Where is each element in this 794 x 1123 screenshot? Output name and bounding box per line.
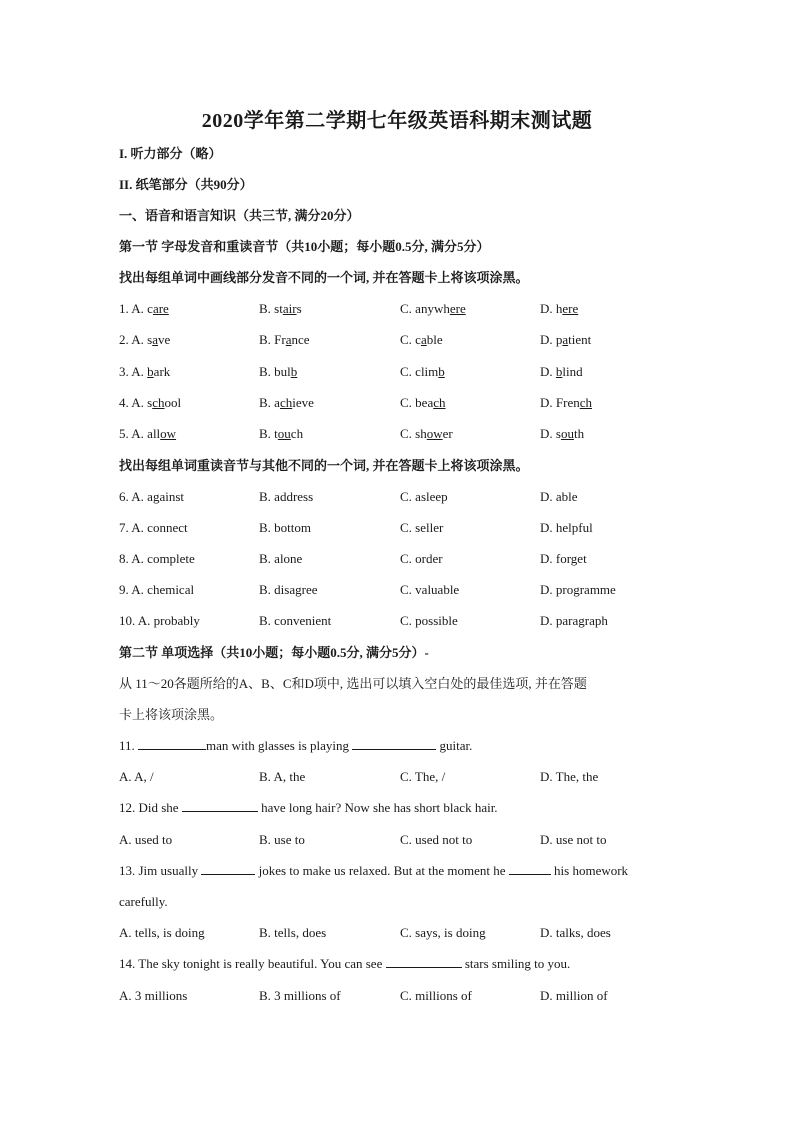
option: C. possible (400, 613, 458, 628)
answer-blank (386, 955, 462, 968)
underlined-letters: b (147, 364, 154, 379)
underlined-letters: ch (152, 395, 165, 410)
option: D. here (540, 301, 579, 316)
option: C. seller (400, 520, 444, 535)
question-row (119, 519, 739, 537)
underlined-letters: are (152, 301, 169, 316)
option: B. use to (259, 832, 305, 847)
option: 4. A. school (119, 395, 182, 410)
section1-heading: 第一节 字母发音和重读音节（共10小题；每小题0.5分, 满分5分） (119, 239, 490, 254)
underlined-letters: ch (279, 395, 293, 410)
question-row (119, 612, 739, 630)
underlined-letters: a (420, 332, 427, 347)
underlined-letters: b (438, 364, 445, 379)
option: D. programme (540, 582, 616, 597)
option: B. bulb (259, 364, 298, 379)
option: D. French (540, 395, 592, 410)
section2-heading: 第二节 单项选择（共10小题；每小题0.5分, 满分5分）- (119, 645, 429, 660)
question-text: 12. Did she (119, 800, 182, 815)
answer-blank (509, 862, 551, 875)
option: 8. A. complete (119, 551, 195, 566)
option: C. anywhere (400, 301, 466, 316)
question-row (119, 831, 739, 849)
instruction-3-cont: 卡上将该项涂黑。 (119, 707, 224, 722)
question-row (119, 331, 739, 349)
option: B. stairs (259, 301, 302, 316)
question-row (119, 300, 739, 318)
option: D. helpful (540, 520, 593, 535)
question-row (119, 987, 739, 1005)
question-row (119, 425, 739, 443)
option: C. says, is doing (400, 925, 486, 940)
question-row (119, 924, 739, 942)
question-text: stars smiling to you. (461, 956, 571, 971)
option: B. touch (259, 426, 304, 441)
instruction-1: 找出每组单词中画线部分发音不同的一个词, 并在答题卡上将该项涂黑。 (119, 270, 529, 285)
option: 6. A. against (119, 489, 184, 504)
answer-blank (138, 737, 206, 750)
option: D. patient (540, 332, 592, 347)
instruction-3: 从 11～20各题所给的A、B、C和D项中, 选出可以填入空白处的最佳选项, 并在答题 (119, 676, 587, 691)
option: 9. A. chemical (119, 582, 195, 597)
underlined-letters: a (562, 332, 569, 347)
question-text: man with glasses is playing (206, 738, 353, 753)
option: B. address (259, 489, 314, 504)
question-text: 13. Jim usually (119, 863, 202, 878)
option: 2. A. save (119, 332, 171, 347)
question-row (119, 394, 739, 412)
option: C. The, / (400, 769, 446, 784)
underlined-letters: ch (433, 395, 446, 410)
question-row (119, 363, 739, 381)
option: B. France (259, 332, 310, 347)
underlined-letters: ere (562, 301, 579, 316)
underlined-letters: a (285, 332, 292, 347)
option: D. use not to (540, 832, 607, 847)
underlined-letters: ow (160, 426, 177, 441)
listening-heading: I. 听力部分（略） (119, 146, 222, 161)
question-text: jokes to make us relaxed. But at the moment he (255, 863, 509, 878)
option: B. disagree (259, 582, 318, 597)
answer-blank (201, 862, 255, 875)
option: 10. A. probably (119, 613, 200, 628)
option: 1. A. care (119, 301, 169, 316)
option: D. forget (540, 551, 587, 566)
option: C. millions of (400, 988, 472, 1003)
question-14 (119, 955, 570, 973)
option: D. million of (540, 988, 608, 1003)
option: B. alone (259, 551, 303, 566)
question-text: his homework (550, 863, 629, 878)
question-text: 11. (119, 738, 139, 753)
question-row (119, 768, 739, 786)
question-row (119, 581, 739, 599)
question-text: 14. The sky tonight is really beautiful. You can see (119, 956, 386, 971)
option: 3. A. bark (119, 364, 171, 379)
option: D. paragraph (540, 613, 608, 628)
option: D. able (540, 489, 578, 504)
question-13 (119, 862, 628, 880)
underlined-letters: a (152, 332, 159, 347)
option: B. convenient (259, 613, 332, 628)
option: C. cable (400, 332, 443, 347)
option: C. beach (400, 395, 446, 410)
option: A. tells, is doing (119, 925, 205, 940)
underlined-letters: b (290, 364, 298, 379)
option: 7. A. connect (119, 520, 188, 535)
underlined-letters: ow (426, 426, 443, 441)
question-13-cont: carefully. (119, 894, 168, 909)
option: D. south (540, 426, 585, 441)
option: A. used to (119, 832, 173, 847)
question-text: guitar. (436, 738, 473, 753)
page-title: 2020学年第二学期七年级英语科期末测试题 (201, 110, 593, 132)
option: B. achieve (259, 395, 314, 410)
underlined-letters: b (555, 364, 563, 379)
option: C. asleep (400, 489, 448, 504)
question-11 (119, 737, 472, 755)
part1-heading: 一、语音和语言知识（共三节, 满分20分） (119, 208, 360, 223)
question-row (119, 550, 739, 568)
option: D. talks, does (540, 925, 611, 940)
answer-blank (352, 737, 436, 750)
option: A. 3 millions (119, 988, 188, 1003)
answer-blank (182, 799, 258, 812)
underlined-letters: air (282, 301, 297, 316)
option: D. blind (540, 364, 583, 379)
underlined-letters: ch (579, 395, 592, 410)
underlined-letters: ou (560, 426, 574, 441)
written-heading: II. 纸笔部分（共90分） (119, 177, 253, 192)
option: C. order (400, 551, 443, 566)
underlined-letters: ere (449, 301, 466, 316)
question-12 (119, 799, 498, 817)
option: C. valuable (400, 582, 460, 597)
option: C. climb (400, 364, 445, 379)
option: C. shower (400, 426, 453, 441)
option: D. The, the (540, 769, 599, 784)
option: A. A, / (119, 769, 154, 784)
option: B. tells, does (259, 925, 327, 940)
question-text: have long hair? Now she has short black hair. (257, 800, 498, 815)
option: B. bottom (259, 520, 312, 535)
underlined-letters: ou (277, 426, 291, 441)
question-row (119, 488, 739, 506)
option: 5. A. allow (119, 426, 177, 441)
option: B. A, the (259, 769, 306, 784)
instruction-2: 找出每组单词重读音节与其他不同的一个词, 并在答题卡上将该项涂黑。 (119, 458, 529, 473)
option: C. used not to (400, 832, 473, 847)
option: B. 3 millions of (259, 988, 341, 1003)
